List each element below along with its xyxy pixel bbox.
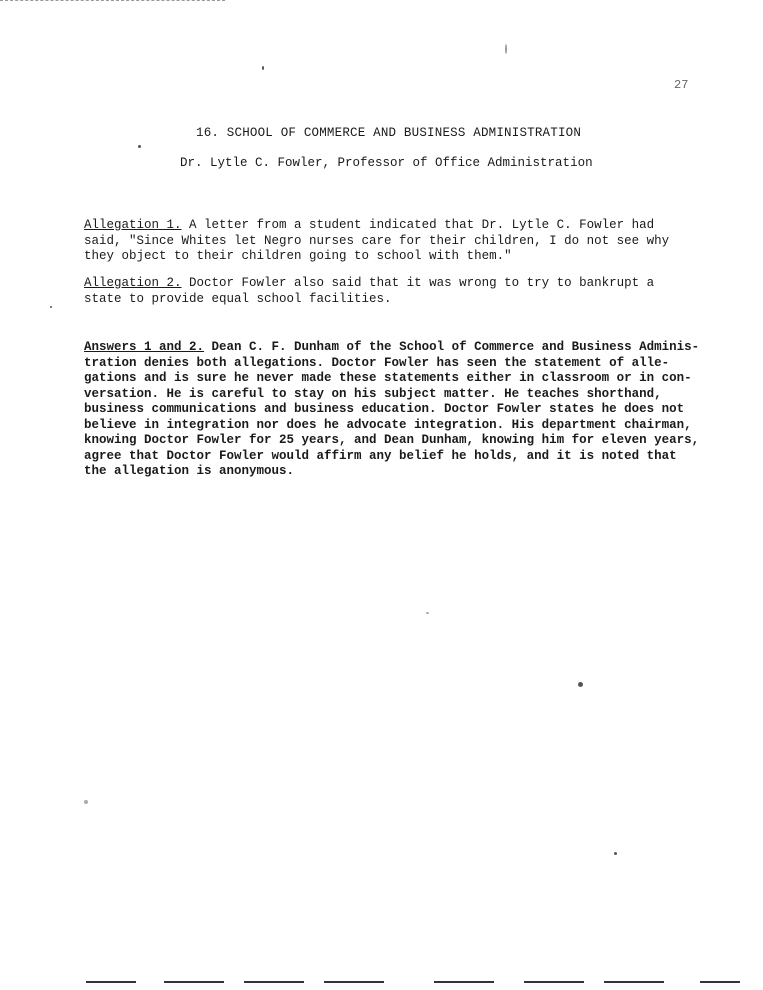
bottom-rule-segment [164, 981, 224, 983]
bottom-rule-segment [604, 981, 664, 983]
answers-paragraph [84, 340, 724, 480]
allegation-2-paragraph [84, 276, 724, 307]
section-heading: 16. SCHOOL OF COMMERCE AND BUSINESS ADMINISTRATION [196, 126, 582, 140]
scan-speck [426, 612, 429, 614]
allegation-1-text: A letter from a student indicated that Dr. Lytle C. Fowler had said, "Since Whites let Negro nurses care for their children, I do not see why they object to their children going to school with them." [84, 218, 670, 263]
bottom-rule-segment [324, 981, 384, 983]
bottom-rule-segment [434, 981, 494, 983]
allegation-1-paragraph [84, 218, 724, 265]
bottom-rule-segment [700, 981, 740, 983]
answers-label: Answers 1 and 2. [84, 340, 205, 354]
section-subheading: Dr. Lytle C. Fowler, Professor of Office Administration [180, 156, 593, 170]
bottom-rule-segment [524, 981, 584, 983]
answers-text: Dean C. F. Dunham of the School of Commerce and Business Adminis- tration denies both allegations. Doctor Fowler has seen the statement of alle- gations and is sure he never made these statements either in classroom or in con- versation. He is careful to stay on his subject matter. He teaches shorthand, business communications and business education. Doctor Fowler states he does not believe in integration nor does he advocate integration. His department chairman, knowing Doctor Fowler for 25 years, and Dean Dunham, knowing him for eleven years, agree that Doctor Fowler would affirm any belief he holds, and it is noted that the allegation is anonymous. [84, 340, 700, 478]
allegation-2-text: Doctor Fowler also said that it was wrong to try to bankrupt a state to provide equal school facilities. [84, 276, 655, 306]
scan-speck [50, 306, 52, 308]
bottom-rule-segment [244, 981, 304, 983]
scan-speck [614, 852, 617, 855]
scan-speck [84, 800, 88, 804]
allegation-2-label: Allegation 2. [84, 276, 182, 290]
bottom-rule-segment [86, 981, 136, 983]
page-number: 27 [674, 78, 689, 92]
scan-speck [505, 44, 507, 54]
scan-speck [578, 682, 583, 687]
allegation-1-label: Allegation 1. [84, 218, 182, 232]
top-edge-marks [0, 0, 225, 1]
scan-speck [138, 145, 141, 148]
scan-speck [262, 66, 264, 70]
